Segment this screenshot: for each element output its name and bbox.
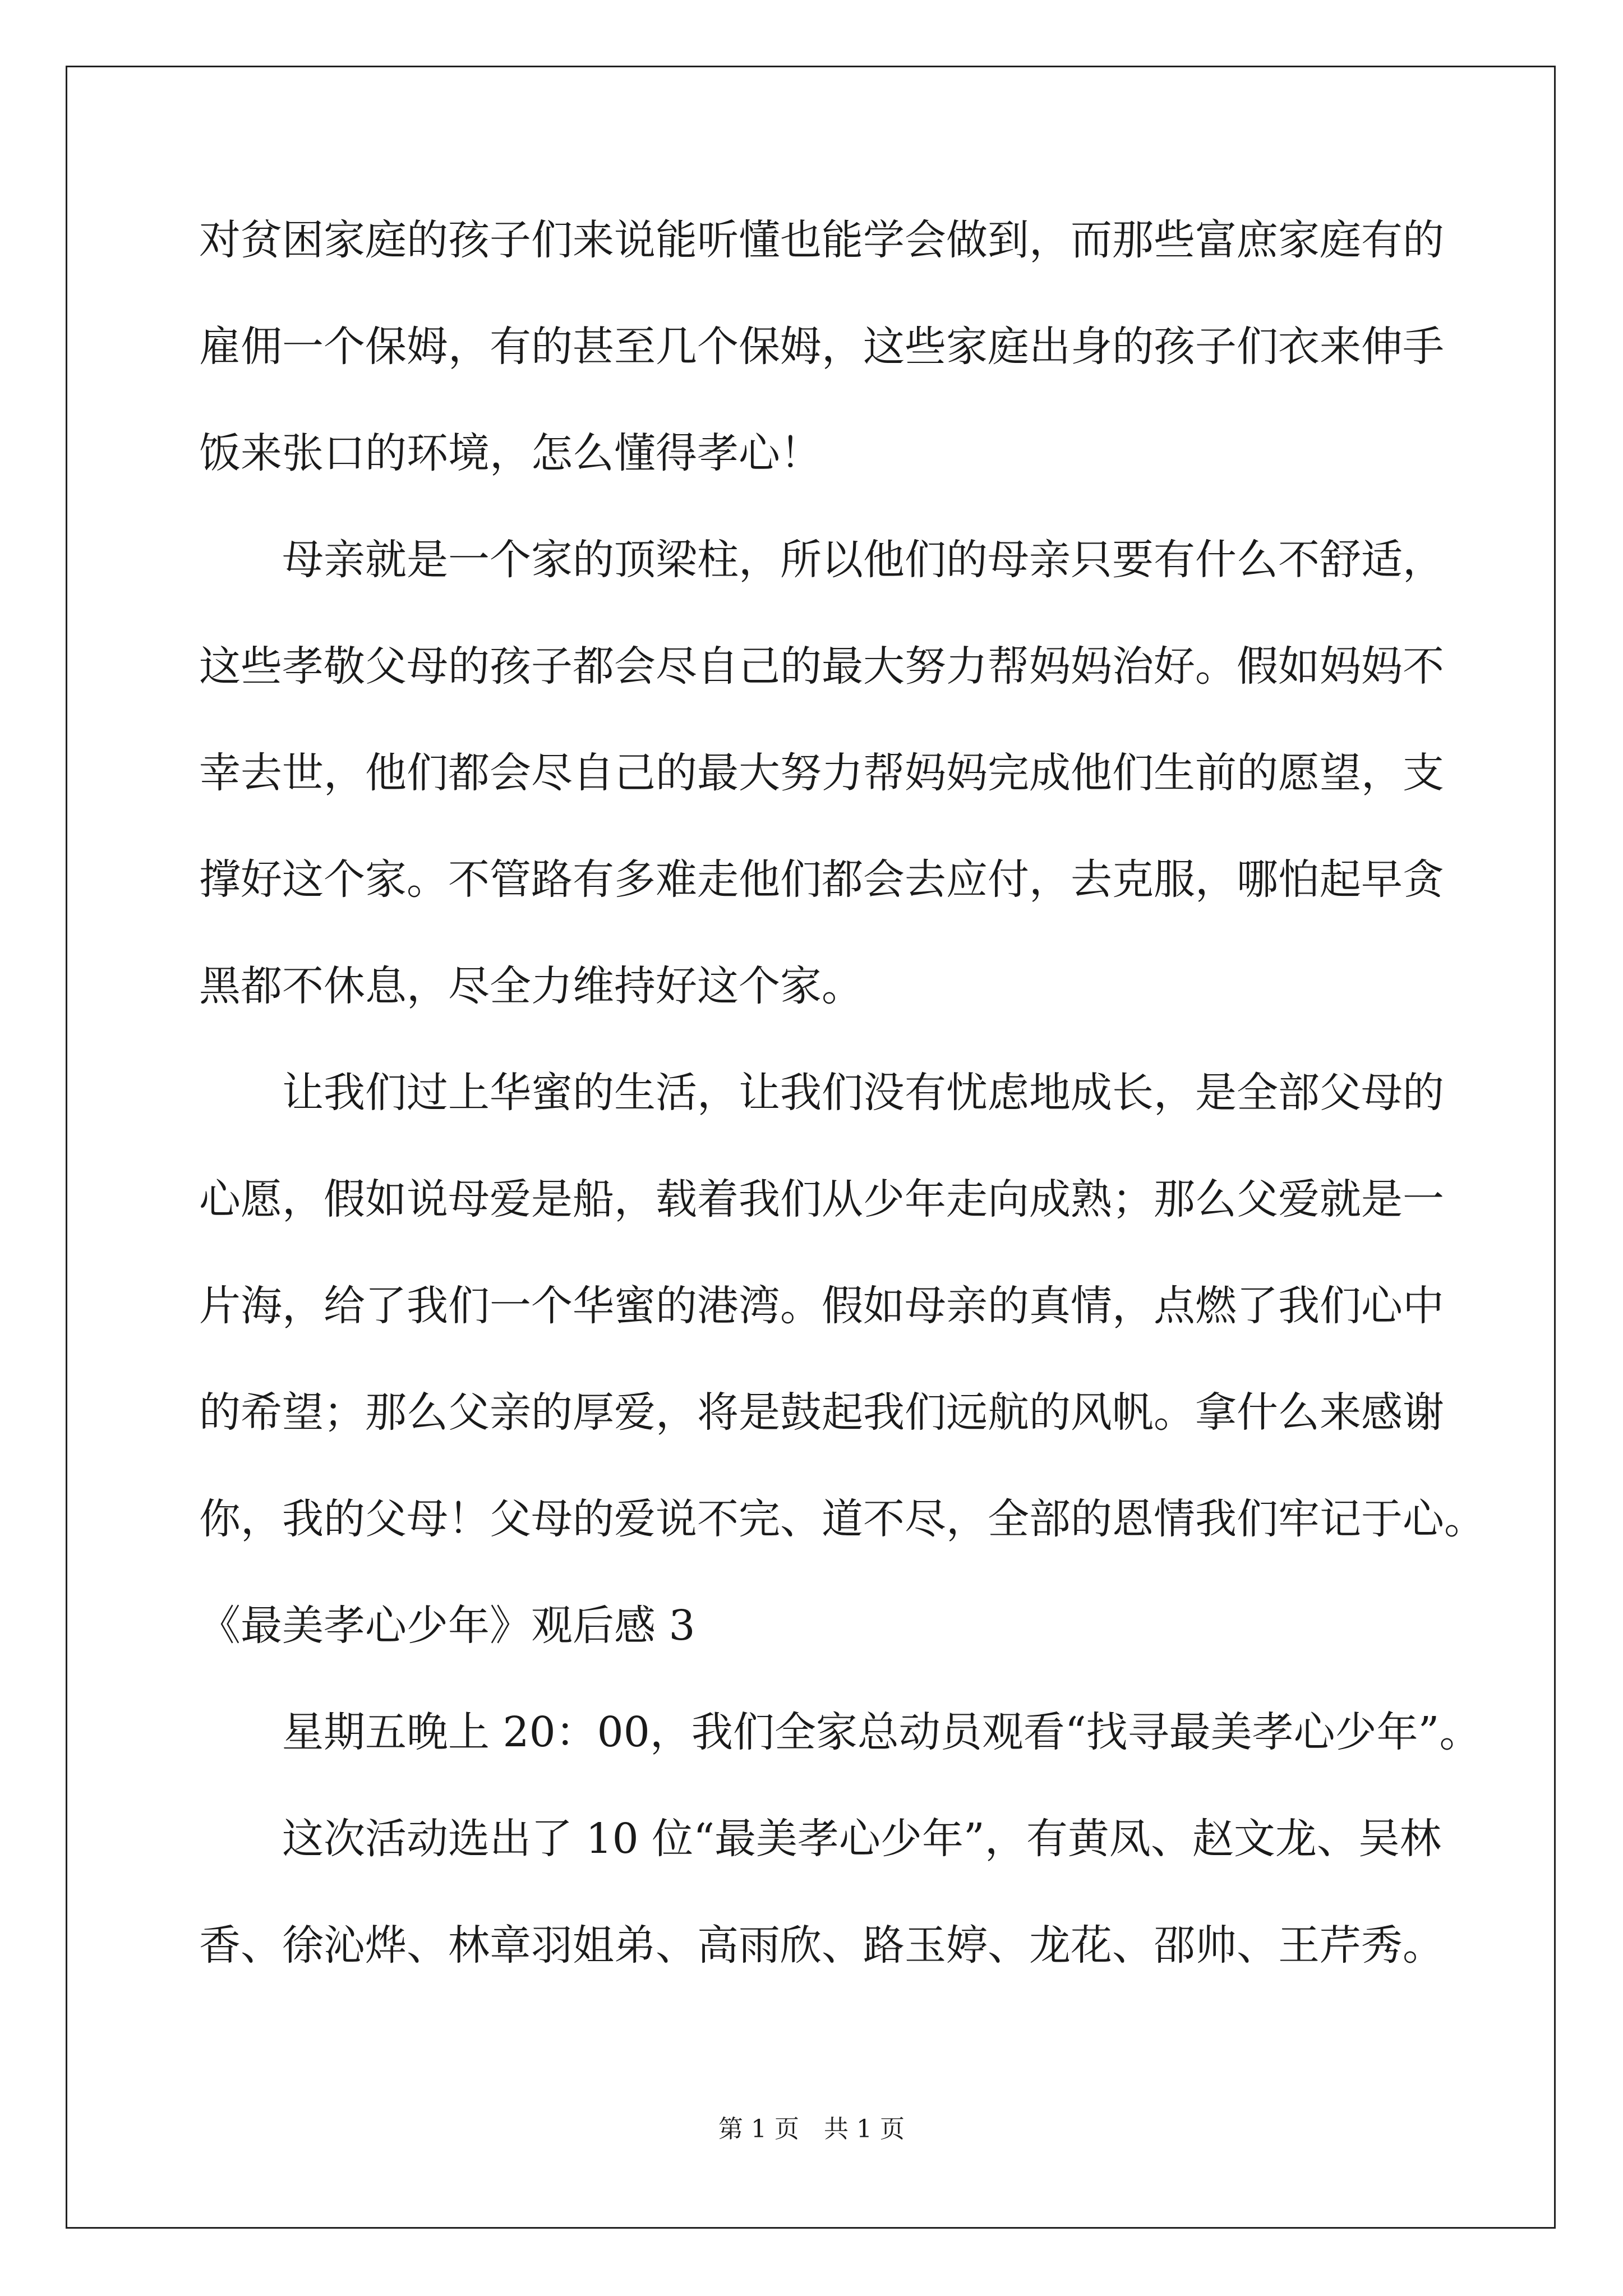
- text-line: 对贫困家庭的孩子们来说能听懂也能学会做到，而那些富庶家庭有的: [199, 216, 1444, 264]
- text-line: 让我们过上华蜜的生活，让我们没有忧虑地成长，是全部父母的: [199, 1069, 1444, 1117]
- text-line: 黑都不休息，尽全力维持好这个家。: [199, 962, 863, 1010]
- text-line: 母亲就是一个家的顶梁柱，所以他们的母亲只要有什么不舒适，: [199, 536, 1444, 584]
- text-line: 香、徐沁烨、林章羽姐弟、高雨欣、路玉婷、龙花、邵帅、王芹秀。: [199, 1921, 1444, 1970]
- text-line: 你，我的父母！父母的爱说不完、道不尽，全部的恩情我们牢记于心。: [199, 1495, 1486, 1543]
- page-border: [66, 66, 1556, 2229]
- text-line: 心愿，假如说母爱是船，载着我们从少年走向成熟；那么父爱就是一: [199, 1175, 1444, 1223]
- section-heading: 《最美孝心少年》观后感 3: [199, 1602, 695, 1650]
- text-line: 片海，给了我们一个华蜜的港湾。假如母亲的真情，点燃了我们心中: [199, 1282, 1444, 1330]
- text-line: 这次活动选出了 10 位“最美孝心少年”，有黄凤、赵文龙、吴林: [199, 1815, 1441, 1863]
- text-line: 星期五晚上 20：00，我们全家总动员观看“找寻最美孝心少年”。: [199, 1708, 1481, 1756]
- text-line: 这些孝敬父母的孩子都会尽自己的最大努力帮妈妈治好。假如妈妈不: [199, 642, 1444, 691]
- text-line: 的希望；那么父亲的厚爱，将是鼓起我们远航的风帆。拿什么来感谢: [199, 1388, 1444, 1437]
- text-line: 雇佣一个保姆，有的甚至几个保姆，这些家庭出身的孩子们衣来伸手: [199, 323, 1444, 371]
- text-line: 饭来张口的环境，怎么懂得孝心！: [199, 429, 822, 477]
- text-line: 撑好这个家。不管路有多难走他们都会去应付，去克服，哪怕起早贪: [199, 855, 1444, 904]
- page-footer: 第 1 页 共 1 页: [718, 2115, 905, 2143]
- text-line: 幸去世，他们都会尽自己的最大努力帮妈妈完成他们生前的愿望，支: [199, 749, 1444, 797]
